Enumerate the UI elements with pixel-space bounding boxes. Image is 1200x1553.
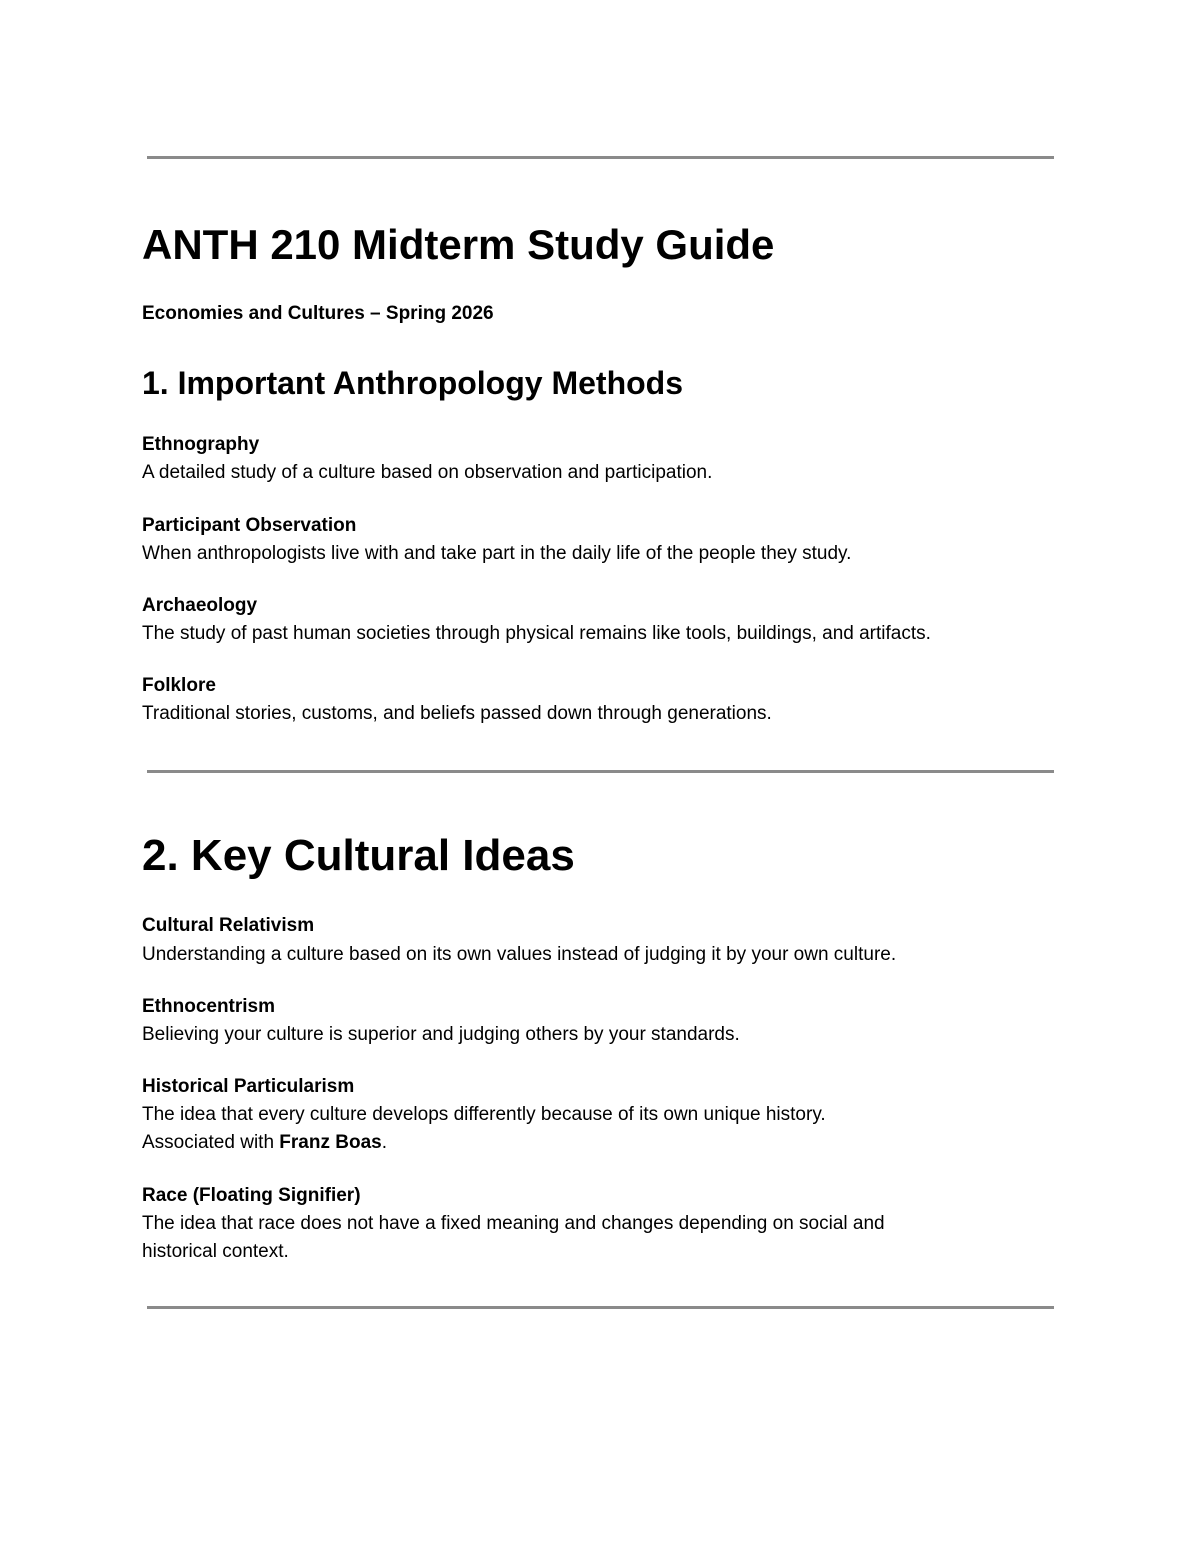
section-1-heading: 1. Important Anthropology Methods xyxy=(142,365,683,401)
top-divider xyxy=(147,156,1054,159)
note-name-franz-boas: Franz Boas xyxy=(279,1132,382,1153)
term-historical-particularism: Historical Particularism xyxy=(142,1076,355,1097)
definition-race-line-2: historical context. xyxy=(142,1241,289,1262)
middle-divider xyxy=(147,770,1054,773)
definition-ethnocentrism: Believing your culture is superior and judging others by your standards. xyxy=(142,1024,740,1045)
term-archaeology: Archaeology xyxy=(142,595,258,616)
term-participant-observation: Participant Observation xyxy=(142,515,357,536)
bottom-divider xyxy=(147,1306,1054,1309)
document-subtitle: Economies and Cultures – Spring 2026 xyxy=(142,303,494,324)
document-title: ANTH 210 Midterm Study Guide xyxy=(142,221,775,268)
definition-participant-observation: When anthropologists live with and take part in the daily life of the people they study. xyxy=(142,543,852,564)
definition-folklore: Traditional stories, customs, and beliefs passed down through generations. xyxy=(142,703,772,724)
note-prefix: Associated with xyxy=(142,1132,280,1153)
definition-ethnography: A detailed study of a culture based on observation and participation. xyxy=(142,462,713,483)
definition-historical-particularism: The idea that every culture develops differently because of its own unique history. xyxy=(142,1104,826,1125)
definition-cultural-relativism: Understanding a culture based on its own values instead of judging it by your own culture. xyxy=(142,944,897,965)
section-2-heading: 2. Key Cultural Ideas xyxy=(142,831,575,880)
term-race-floating-signifier: Race (Floating Signifier) xyxy=(142,1185,361,1206)
term-ethnocentrism: Ethnocentrism xyxy=(142,996,276,1017)
term-ethnography: Ethnography xyxy=(142,434,260,455)
definition-race-line-1: The idea that race does not have a fixed meaning and changes depending on social and xyxy=(142,1213,885,1234)
note-suffix: . xyxy=(381,1132,387,1153)
note-historical-particularism xyxy=(142,1133,387,1152)
definition-archaeology: The study of past human societies through physical remains like tools, buildings, and artifacts. xyxy=(142,623,931,644)
term-folklore: Folklore xyxy=(142,675,216,696)
term-cultural-relativism: Cultural Relativism xyxy=(142,915,315,936)
